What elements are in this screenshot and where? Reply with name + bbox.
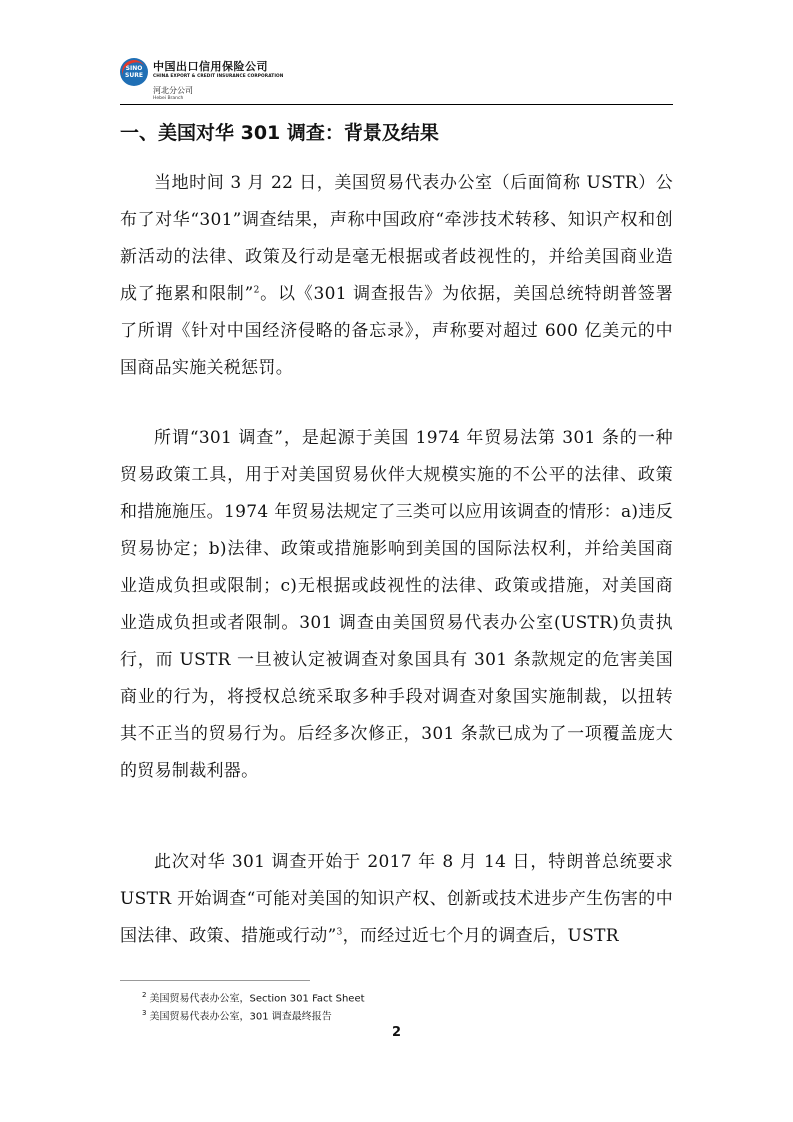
footnote-ref-2[interactable]: 2	[253, 285, 260, 296]
branch-name-cn: 河北分公司	[153, 86, 193, 95]
header-rule	[120, 104, 673, 105]
section-heading: 一、美国对华 301 调查：背景及结果	[120, 122, 439, 144]
footnotes	[142, 988, 365, 1025]
paragraph-3	[120, 844, 673, 955]
sinosure-logo	[120, 58, 148, 86]
page-header	[120, 55, 673, 107]
page-number: 2	[391, 1025, 402, 1040]
paragraph-1-text-b: 。以《301 调查报告》为依据，美国总统特朗普签署了所谓《针对中国经济侵略的备忘录》，声称要对超过 600 亿美元的中国商品实施关税惩罚。	[120, 284, 674, 378]
paragraph-3-text-a: 此次对华 301 调查开始于 2017 年 8 月 14 日，特朗普总统要求 USTR 开始调查“可能对美国的知识产权、创新或技术进步产生伤害的中国法律、政策、措施或行动”	[120, 852, 673, 946]
paragraph-1-text-a: 当地时间 3 月 22 日，美国贸易代表办公室（后面简称 USTR）公布了对华“301”调查结果，声称中国政府“牵涉技术转移、知识产权和创新活动的法律、政策及行动是毫无根据或者歧视性的，并给美国商业造成了拖累和限制”	[120, 173, 673, 304]
footnote-2	[142, 988, 365, 1006]
footnote-separator	[120, 980, 310, 981]
paragraph-3-text-b: ，而经过近七个月的调查后，USTR	[342, 926, 619, 946]
company-name-en: CHINA EXPORT & CREDIT INSURANCE CORPORATION	[153, 74, 284, 79]
footnote-3	[142, 1006, 365, 1024]
footnote-mark: 3	[142, 1009, 147, 1018]
footnote-mark: 2	[142, 991, 147, 999]
branch-name-en: Hebei Branch	[153, 96, 184, 101]
paragraph-2: 所谓“301 调查”，是起源于美国 1974 年贸易法第 301 条的一种贸易政策工具，用于对美国贸易伙伴大规模实施的不公平的法律、政策和措施施压。1974 年贸易法规定了三类可以应用该调查的情形：a)违反贸易协定；b)法律、政策或措施影响到美国的国际法权利，并给美国商业造成负担或限制；c)无根据或歧视性的法律、政策或措施，对美国商业造成负担或者限制。301 调查由美国贸易代表办公室(USTR)负责执行，而 USTR 一旦被认定被调查对象国具有 301 条款规定的危害美国商业的行为，将授权总统采取多种手段对调查对象国实施制裁，以扭转其不正当的贸易行为。后经多次修正，301 条款已成为了一项覆盖庞大的贸易制裁利器。	[120, 428, 673, 781]
company-name-cn: 中国出口信用保险公司	[153, 60, 268, 73]
paragraph-1	[120, 165, 673, 387]
logo-swoosh-icon	[118, 56, 150, 88]
footnote-text: 美国贸易代表办公室，301 调查最终报告	[149, 1011, 332, 1023]
logo-text: SINO SURE	[125, 65, 143, 79]
footnote-text: 美国贸易代表办公室，Section 301 Fact Sheet	[149, 993, 365, 1005]
footnote-ref-3[interactable]: 3	[336, 927, 343, 938]
